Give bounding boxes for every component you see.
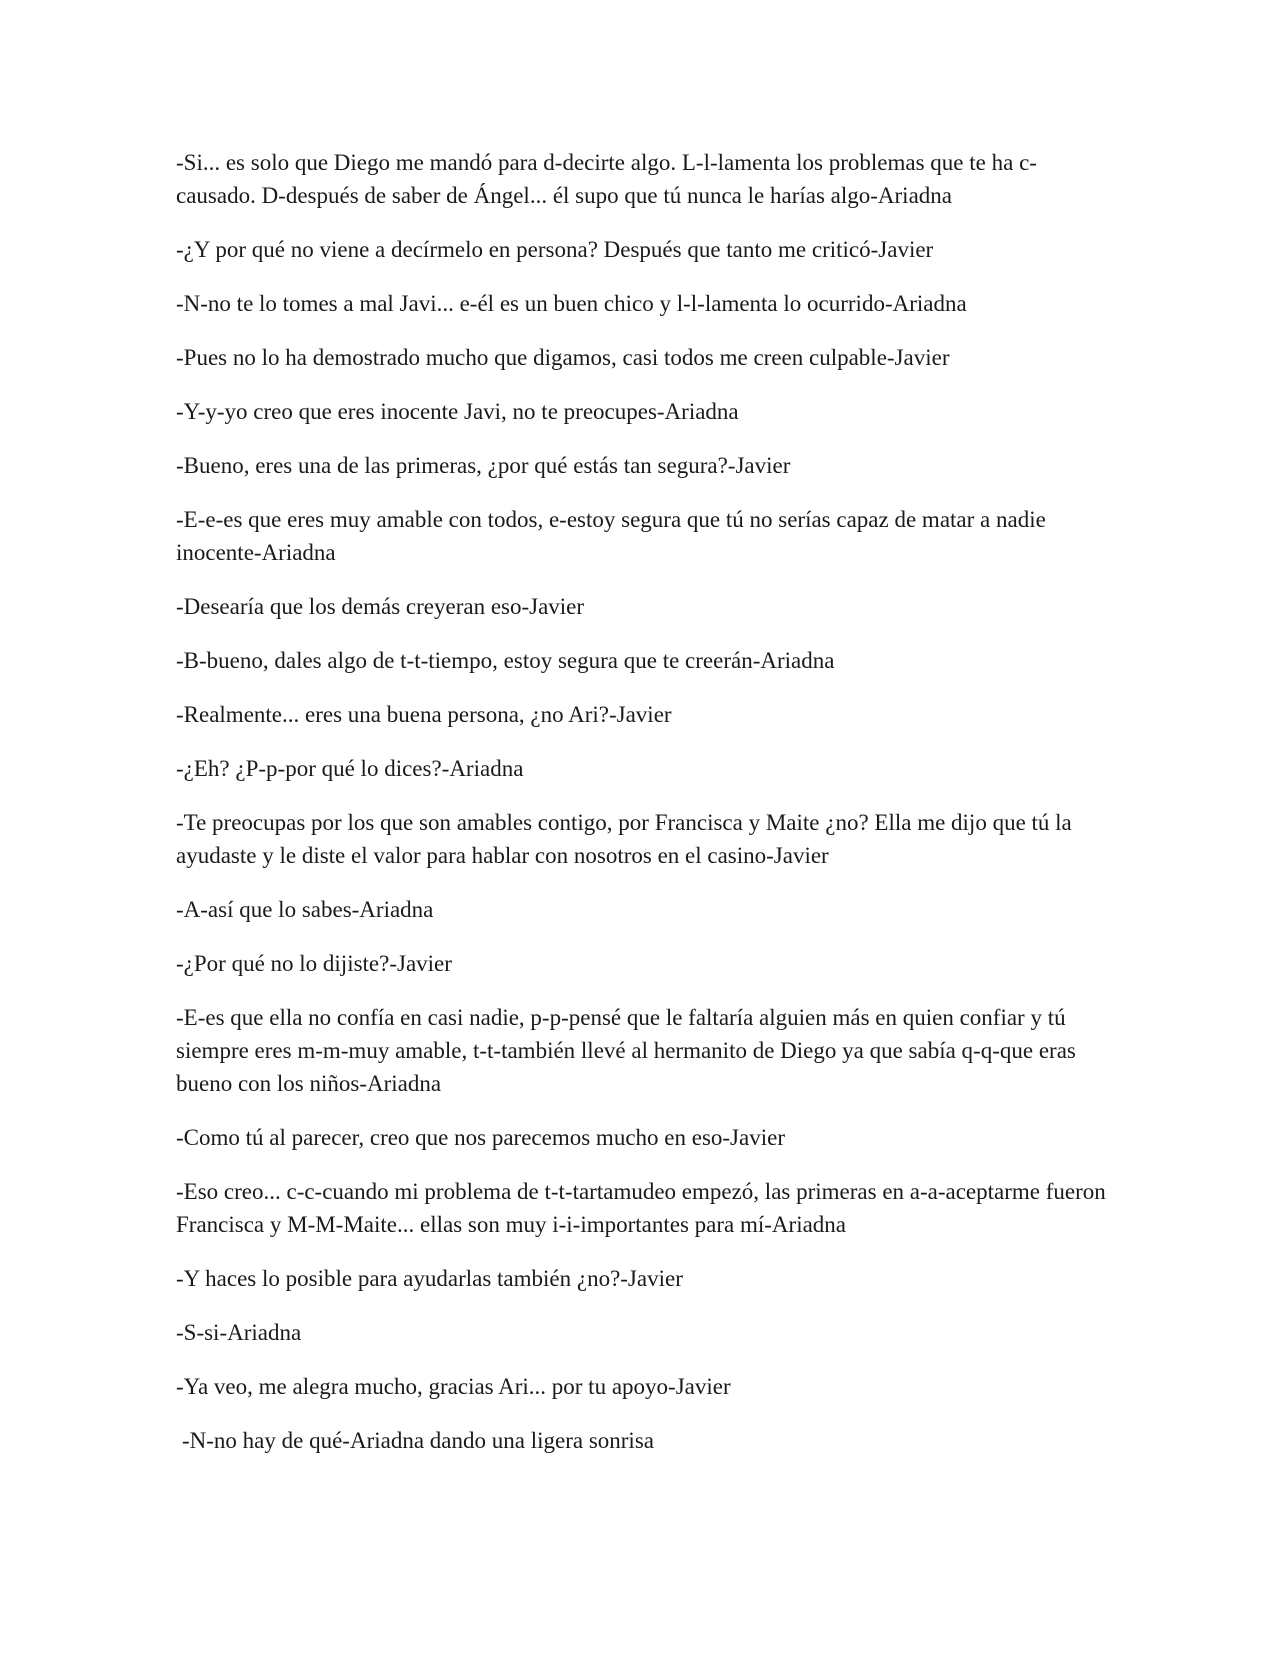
dialogue-paragraph: -¿Y por qué no viene a decírmelo en persona? Después que tanto me criticó-Javier <box>176 237 934 262</box>
dialogue-paragraph: -Desearía que los demás creyeran eso-Javier <box>176 594 585 619</box>
dialogue-paragraph: -B-bueno, dales algo de t-t-tiempo, estoy segura que te creerán-Ariadna <box>176 648 835 673</box>
dialogue-paragraph: -Si... es solo que Diego me mandó para d-decirte algo. L-l-lamenta los problemas que te ha c-causado. D-después de saber de Ángel... él supo que tú nunca le harías algo-Ariadna <box>176 150 1037 208</box>
dialogue-paragraph: -¿Por qué no lo dijiste?-Javier <box>176 951 452 976</box>
document-body <box>176 146 1106 1478</box>
dialogue-paragraph: -Ya veo, me alegra mucho, gracias Ari... por tu apoyo-Javier <box>176 1374 731 1399</box>
dialogue-paragraph: -Eso creo... c-c-cuando mi problema de t-t-tartamudeo empezó, las primeras en a-a-aceptarme fueron Francisca y M-M-Maite... ellas son muy i-i-importantes para mí-Ariadna <box>176 1179 1106 1237</box>
dialogue-paragraph: -N-no hay de qué-Ariadna dando una ligera sonrisa <box>182 1428 654 1453</box>
dialogue-paragraph: -A-así que lo sabes-Ariadna <box>176 897 434 922</box>
dialogue-paragraph: -¿Eh? ¿P-p-por qué lo dices?-Ariadna <box>176 756 524 781</box>
dialogue-paragraph: -Realmente... eres una buena persona, ¿no Ari?-Javier <box>176 702 672 727</box>
dialogue-paragraph: -N-no te lo tomes a mal Javi... e-él es un buen chico y l-l-lamenta lo ocurrido-Ariadna <box>176 291 967 316</box>
dialogue-paragraph: -Como tú al parecer, creo que nos parecemos mucho en eso-Javier <box>176 1125 785 1150</box>
dialogue-paragraph: -Te preocupas por los que son amables contigo, por Francisca y Maite ¿no? Ella me dijo que tú la ayudaste y le diste el valor para hablar con nosotros en el casino-Javier <box>176 810 1072 868</box>
dialogue-paragraph: -S-si-Ariadna <box>176 1320 302 1345</box>
dialogue-paragraph: -Pues no lo ha demostrado mucho que digamos, casi todos me creen culpable-Javier <box>176 345 950 370</box>
dialogue-paragraph: -Y haces lo posible para ayudarlas también ¿no?-Javier <box>176 1266 683 1291</box>
dialogue-paragraph: -Bueno, eres una de las primeras, ¿por qué estás tan segura?-Javier <box>176 453 791 478</box>
dialogue-paragraph: -E-e-es que eres muy amable con todos, e-estoy segura que tú no serías capaz de matar a nadie inocente-Ariadna <box>176 507 1046 565</box>
dialogue-paragraph: -E-es que ella no confía en casi nadie, p-p-pensé que le faltaría alguien más en quien confiar y tú siempre eres m-m-muy amable, t-t-también llevé al hermanito de Diego ya que sabía q-q-que eras bueno con los niños-Ariadna <box>176 1005 1076 1096</box>
dialogue-paragraph: -Y-y-yo creo que eres inocente Javi, no te preocupes-Ariadna <box>176 399 739 424</box>
